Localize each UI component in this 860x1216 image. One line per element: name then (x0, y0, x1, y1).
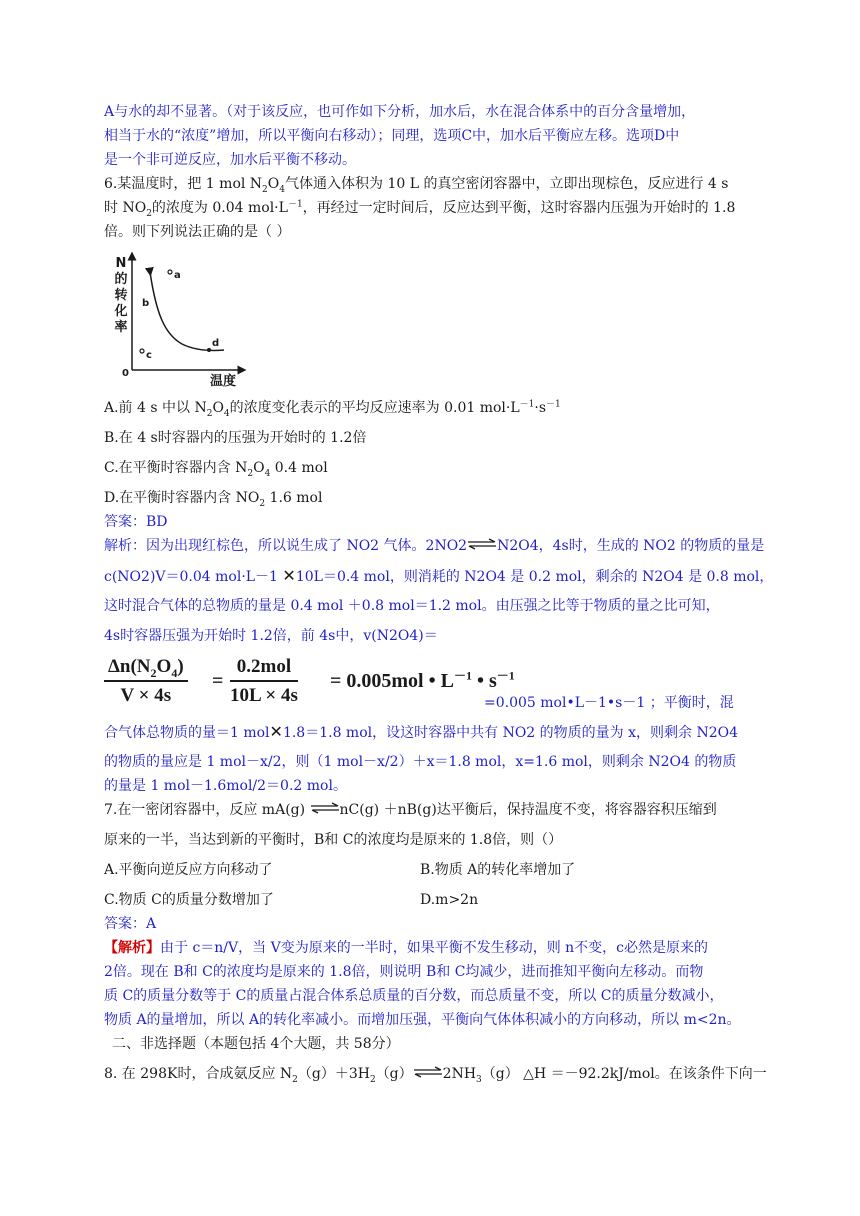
option-7b: B.物质 A的转化率增加了 (420, 862, 576, 878)
multiply-icon: ✕ (269, 722, 283, 741)
option-6d: D.在平衡时容器内含 $NO_2$ 1.6 mol (104, 490, 323, 509)
option-6c: C.在平衡时容器内含 $N_2O_4$ 0.4 mol (104, 460, 328, 479)
analysis-line: 合气体总物质的量＝1 mol✕1.8＝1.8 mol，设这时容器中共有 NO2 的物质的量为 x，则剩余 N2O4 (104, 722, 738, 741)
analysis-line: c(NO2)V＝0.04 mol·L－1 ✕10L＝0.4 mol，则消耗的 N2O4 是 0.2 mol，剩余的 N2O4 是 0.8 mol， (104, 566, 774, 585)
point-label-d: d (212, 338, 220, 349)
analysis-line: 4s时容器压强为开始时 1.2倍，前 4s中，v(N2O4)＝ (104, 628, 438, 644)
option-6b: B.在 4 s时容器内的压强为开始时的 1.2倍 (104, 430, 367, 446)
analysis-line: 2倍。现在 B和 C的浓度均是原来的 1.8倍，则说明 B和 C均减少，进而推知平衡向左移动。而物 (104, 964, 704, 980)
equilibrium-arrow-icon (310, 802, 340, 818)
point-label-c: c (146, 350, 152, 361)
formula-fraction-1: $\frac{\Delta n(N_2O_4)}{V \times 4s}$ (104, 654, 188, 710)
analysis-line: 物质 A的量增加，所以 A的转化率减小。而增加压强，平衡向气体体积减小的方向移动，所以 m<2n。 (104, 1012, 741, 1028)
document-page (104, 100, 774, 1086)
analysis-line: 的量是 1 mol－1.6mol/2＝0.2 mol。 (104, 778, 347, 794)
point-label-b: b (142, 298, 150, 309)
formula-tail: =0.005 mol•L－1•s－1 ；平衡时，混 (484, 695, 734, 711)
question-7-line: 7.在一密闭容器中，反应 mA(g) nC(g) ＋nB(g)达平衡后，保持温度不变，将容器容积压缩到 (104, 802, 717, 818)
equilibrium-arrow-icon (467, 538, 497, 554)
question-8-line: 8. 在 298K时，合成氨反应 $N_2(g)+3H_2(g)$ $2NH_3(g)$ △H ＝－92.2kJ/mol。在该条件下向一 (104, 1066, 767, 1085)
analysis-line: 【解析】由于 c＝n/V，当 V变为原来的一半时，如果平衡不发生移动，则 n不变，c必然是原来的 (104, 940, 709, 956)
text-line: 相当于水的“浓度”增加，所以平衡向右移动）；同理，选项C中，加水后平衡应左移。选项D中 (104, 128, 680, 144)
rate-formula: $\frac{\Delta n(N_2O_4)}{V \times 4s}$ = 0.2mol 10L × 4s = 0.005mol • $L^{-1}$ • $s^{-1}$ =0.005 mol•L－1•s－1 ；平衡时，混 (104, 654, 764, 718)
answer-6: 答案：BD (104, 514, 168, 530)
multiply-icon: ✕ (282, 566, 296, 585)
x-axis-label: 温度 (210, 374, 237, 389)
text-line: 是一个非可逆反应，加水后平衡不移动。 (104, 152, 356, 168)
option-6a: A.前 4 s 中以 $N_2O_4$的浓度变化表示的平均反应速率为 0.01 $mol\cdot L^{-1}\cdot s^{-1}$ (104, 399, 561, 419)
option-7c: C.物质 C的质量分数增加了 (104, 892, 274, 908)
question-7-line: 原来的一半，当达到新的平衡时，B和 C的浓度均是原来的 1.8倍，则（） (104, 832, 563, 848)
option-7d: D.m>2n (420, 892, 479, 908)
y-axis-label: N 的 转 化 率 (114, 256, 128, 335)
analysis-line: 解析：因为出现红棕色，所以说生成了 NO2 气体。2NO2 N2O4，4s时，生成的 NO2 的物质的量是 (104, 538, 765, 554)
equilibrium-arrow-icon (413, 1066, 443, 1082)
answer-7: 答案：A (104, 916, 157, 932)
option-7a: A.平衡向逆反应方向移动了 (104, 862, 273, 878)
origin-label: 0 (122, 368, 129, 379)
text-line: A与水的却不显著。（对于该反应，也可作如下分析，加水后，水在混合体系中的百分含量增加， (104, 104, 696, 120)
conversion-graph (112, 252, 252, 392)
analysis-line: 质 C的质量分数等于 C的质量占混合体系总质量的百分数，而总质量不变，所以 C的质量分数减小， (104, 988, 724, 1004)
analysis-line: 的物质的量应是 1 mol－x/2，则（1 mol－x/2）＋x＝1.8 mol，x=1.6 mol，则剩余 N2O4 的物质 (104, 754, 737, 770)
question-6-line: 6.某温度时，把 1 mol $N_2O_4$气体通入体积为 10 L 的真空密闭容器中，立即出现棕色，反应进行 4 s (104, 176, 729, 195)
analysis-line: 这时混合气体的总物质的量是 0.4 mol ＋0.8 mol＝1.2 mol。由压强之比等于物质的量之比可知， (104, 598, 720, 614)
option-row (104, 858, 764, 882)
question-6-line: 时 $NO_2$的浓度为 0.04 $mol\cdot L^{-1}$，再经过一定时间后，反应达到平衡，这时容器内压强为开始时的 1.8 (104, 199, 736, 219)
analysis-tag: 【解析】 (104, 940, 160, 956)
formula-result: = 0.005mol • $L^{-1}$ • $s^{-1}$ (330, 668, 515, 692)
formula-fraction-2: 0.2mol 10L × 4s (230, 656, 298, 706)
point-label-a: a (174, 270, 181, 281)
section-heading: 二、非选择题（本题包括 4个大题，共 58分） (112, 1036, 400, 1052)
option-row (104, 888, 764, 912)
question-6-line: 倍。则下列说法正确的是（ ） (104, 224, 291, 240)
